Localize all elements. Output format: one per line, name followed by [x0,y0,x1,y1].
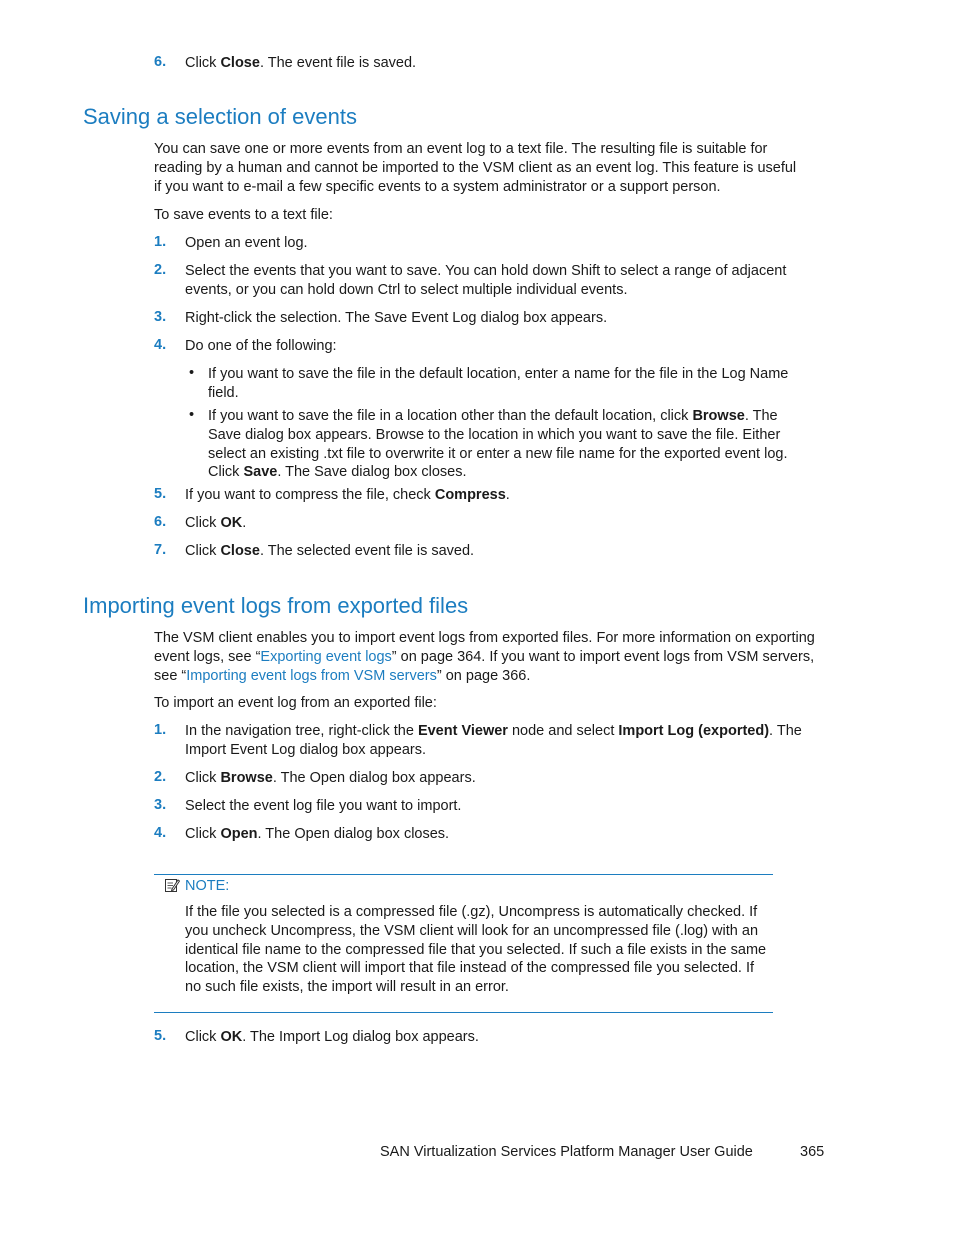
step-number: 2. [154,262,167,278]
step-text: Select the event log file you want to import. [185,798,462,814]
bullet-text: If you want to save the file in the default location, enter a name for the file in the Log Name field. [208,366,789,401]
step-number: 2. [154,769,167,785]
section-heading-saving: Saving a selection of events [83,104,357,129]
note-label: NOTE: [185,878,230,894]
page-number: 365 [800,1144,825,1160]
step-number: 5. [154,1028,167,1044]
bullet-marker: • [189,365,195,381]
bullet-marker: • [189,407,195,423]
step-number: 4. [154,825,167,841]
step-number: 1. [154,722,167,738]
step-number: 3. [154,797,167,813]
step-text: Select the events that you want to save. You can hold down Shift to select a range of adjacent events, or you can hold down Ctrl to select multiple individual events. [185,263,787,298]
step-text: Right-click the selection. The Save Event Log dialog box appears. [185,310,608,326]
intro-line: reading by a human and cannot be imported to the VSM client as an event log. This feature is useful [154,159,797,176]
step-text: Click Close. The event file is saved. [185,55,417,71]
intro-paragraph: The VSM client enables you to import event logs from exported files. For more information on exporting event logs, see “Exporting event logs” on page 364. If you want to import event logs from VSM servers, see “Importing event logs from VSM servers” on page 366. [154,630,815,684]
note-body: If the file you selected is a compressed file (.gz), Uncompress is automatically checked. If you uncheck Uncompress, the VSM client will look for an uncompressed file (.log) with an identical file name to the compressed file that you selected. If such a file exists in the same location, the VSM client will import that file instead of the compressed file you selected. If no such file exists, the import will result in an error. [185,904,767,996]
step-number: 5. [154,486,167,502]
note-bottom-rule [154,1012,773,1013]
step-text: If you want to compress the file, check Compress. [185,487,510,503]
bullet-text: If you want to save the file in a location other than the default location, click Browse. The Save dialog box appears. Browse to the location in which you want to save the file. Either select an existing .txt file to overwrite it or enter a new file name for the exported event log. Click Save. The Save dialog box closes. [208,408,788,481]
section-heading-importing: Importing event logs from exported files [83,593,469,618]
note-top-rule [154,874,773,875]
step-text: Do one of the following: [185,338,337,354]
procedure-lead: To save events to a text file: [154,207,333,223]
intro-line: if you want to e-mail a few specific events to a system administrator or a support person. [154,178,721,195]
step-number: 3. [154,309,167,325]
step-text: Click Open. The Open dialog box closes. [185,826,450,842]
note-pencil-icon [164,877,180,893]
step-text: Click OK. The Import Log dialog box appears. [185,1029,479,1045]
link-importing-from-vsm-servers[interactable]: Importing event logs from VSM servers [186,667,437,684]
procedure-lead: To import an event log from an exported file: [154,695,437,711]
step-number: 6. [154,514,167,530]
step-number: 6. [154,54,167,70]
step-number: 4. [154,337,167,353]
step-number: 1. [154,234,167,250]
step-text: Open an event log. [185,235,308,251]
link-exporting-event-logs[interactable]: Exporting event logs [260,648,392,665]
footer-title: SAN Virtualization Services Platform Manager User Guide [380,1144,753,1160]
step-text: Click OK. [185,515,247,531]
step-text: Click Close. The selected event file is saved. [185,543,475,559]
intro-line: You can save one or more events from an event log to a text file. The resulting file is suitable for [154,141,768,157]
step-number: 7. [154,542,167,558]
intro-paragraph [154,140,796,196]
step-text: Click Browse. The Open dialog box appears. [185,770,476,786]
step-text: In the navigation tree, right-click the Event Viewer node and select Import Log (exported). The Import Event Log dialog box appears. [185,723,802,758]
